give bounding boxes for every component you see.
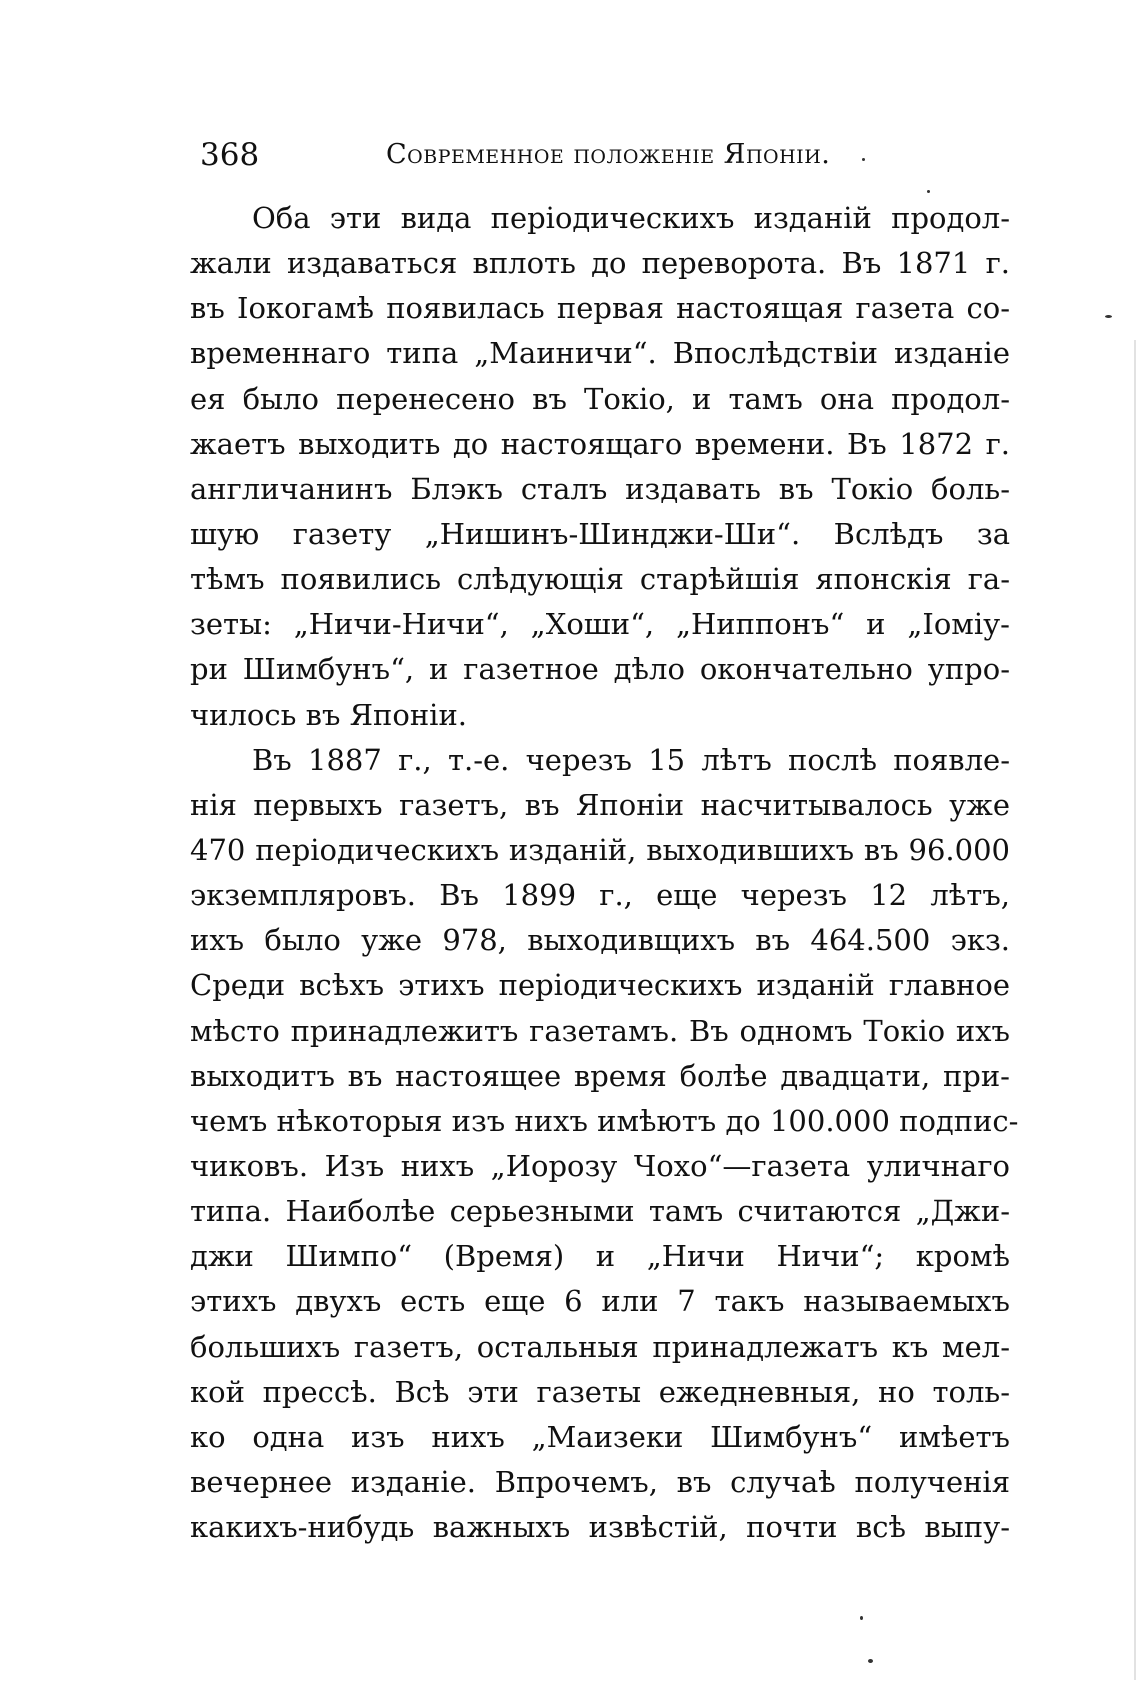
text-line: жали издаваться вплоть до переворота. Въ 1871 г.: [190, 246, 1010, 281]
text-line: типа. Наиболѣе серьезными тамъ считаются „Джи-: [190, 1194, 1010, 1229]
text-line: Среди всѣхъ этихъ періодическихъ изданій главное: [190, 968, 1010, 1003]
text-line: чилось въ Японіи.: [190, 697, 467, 732]
text-line: чиковъ. Изъ нихъ „Иорозу Чохо“—газета уличнаго: [190, 1148, 1010, 1183]
text-line: этихъ двухъ есть еще 6 или 7 такъ называемыхъ: [190, 1284, 1010, 1319]
text-line: вечернее изданіе. Впрочемъ, въ случаѣ полученія: [190, 1464, 1010, 1499]
page-header: [200, 130, 900, 180]
text-line: выходитъ въ настоящее время болѣе двадцати, при-: [190, 1058, 1010, 1093]
scan-speck: [860, 1616, 863, 1620]
text-line: временнаго типа „Маиничи“. Впослѣдствіи изданіе: [190, 336, 1010, 371]
text-line: зеты: „Ничи-Ничи“, „Хоши“, „Ниппонъ“ и „Іоміу-: [190, 607, 1010, 642]
text-line: Оба эти вида періодическихъ изданій продол-: [252, 201, 1010, 235]
text-line: Въ 1887 г., т.-е. черезъ 15 лѣтъ послѣ появле-: [252, 742, 1010, 777]
text-line: тѣмъ появились слѣдующія старѣйшія японскія га-: [190, 562, 1010, 597]
text-line: кой прессѣ. Всѣ эти газеты ежедневныя, но толь-: [190, 1374, 1010, 1409]
text-line: ея было перенесено въ Токіо, и тамъ она продол-: [190, 381, 1010, 416]
text-line: ко одна изъ нихъ „Маизеки Шимбунъ“ имѣетъ: [190, 1419, 1010, 1454]
text-line: англичанинъ Блэкъ сталъ издавать въ Токіо боль-: [190, 471, 1010, 506]
text-line: въ Іокогамѣ появилась первая настоящая газета со-: [190, 291, 1010, 326]
running-title: Современное положеніе Японіи.: [386, 139, 831, 170]
scan-speck: [927, 190, 930, 193]
page-edge-shadow: [1134, 340, 1136, 1680]
text-line: ри Шимбунъ“, и газетное дѣло окончательно упро-: [190, 652, 1010, 687]
scan-speck: [1105, 315, 1112, 318]
scan-speck: [868, 1659, 873, 1663]
text-line: жаетъ выходить до настоящаго времени. Въ 1872 г.: [190, 426, 1010, 461]
text-line: большихъ газетъ, остальныя принадлежатъ къ мел-: [190, 1329, 1010, 1364]
text-line: джи Шимпо“ (Время) и „Ничи Ничи“; кромѣ: [190, 1239, 1010, 1274]
text-line: 470 періодическихъ изданій, выходившихъ въ 96.000: [190, 832, 1010, 867]
scan-speck: [862, 158, 865, 161]
text-line: шую газету „Нишинъ-Шинджи-Ши“. Вслѣдъ за: [190, 516, 1010, 551]
text-line: нія первыхъ газетъ, въ Японіи насчитывалось уже: [190, 787, 1010, 822]
text-line: мѣсто принадлежитъ газетамъ. Въ одномъ Токіо ихъ: [190, 1013, 1010, 1048]
text-line: чемъ нѣкоторыя изъ нихъ имѣютъ до 100.000 подпис-: [190, 1103, 1019, 1138]
page-number: 368: [200, 137, 260, 173]
text-line: какихъ-нибудь важныхъ извѣстій, почти всѣ выпу-: [190, 1510, 1010, 1545]
body-text: [190, 196, 1019, 1550]
text-line: ихъ было уже 978, выходивщихъ въ 464.500 экз.: [190, 923, 1010, 958]
text-line: экземпляровъ. Въ 1899 г., еще черезъ 12 лѣтъ,: [190, 878, 1010, 913]
